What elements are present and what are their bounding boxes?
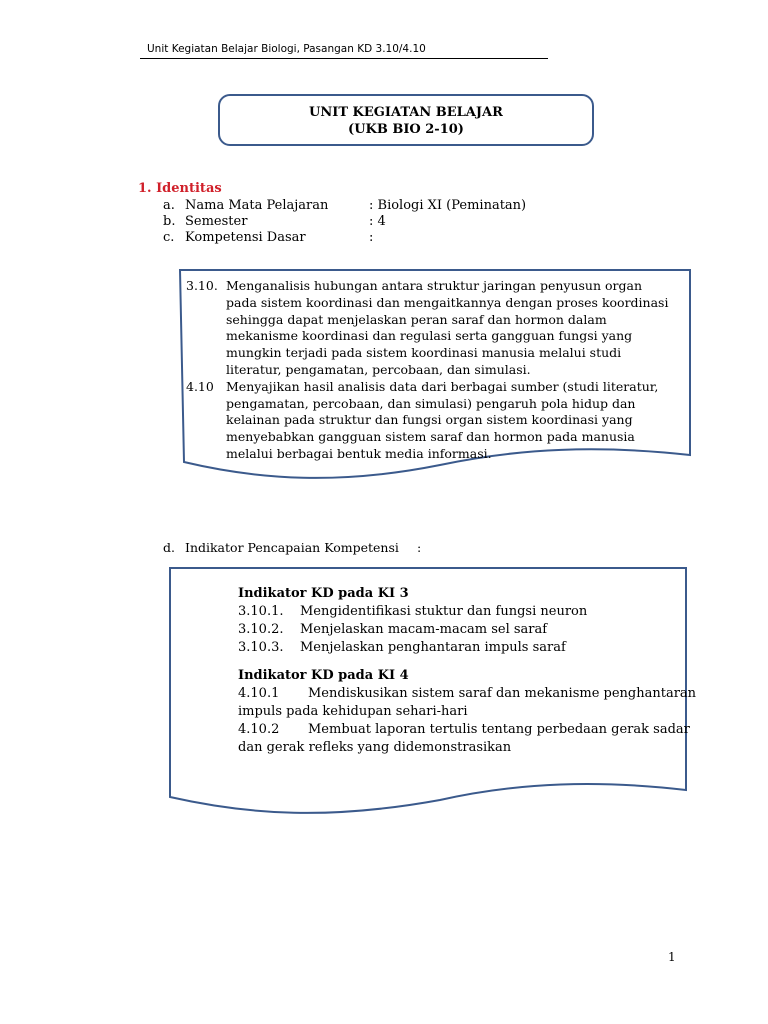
ki3-item (238, 603, 668, 621)
ki4-item (238, 721, 690, 739)
identitas-heading: 1. Identitas (138, 181, 222, 196)
indikator-list (238, 585, 697, 757)
row-key: Semester (185, 214, 248, 229)
ki4-text-line1: Membuat laporan tertulis tentang perbedaan gerak sadar (308, 722, 690, 737)
ki4-item (238, 685, 697, 703)
section-letter: d. (163, 540, 175, 555)
title-line-1: UNIT KEGIATAN BELAJAR (309, 105, 503, 120)
row-key: Nama Mata Pelajaran (185, 198, 329, 213)
kd-item-3-10 (186, 278, 676, 379)
ki3-text: Menjelaskan macam-macam sel saraf (300, 622, 548, 637)
ki3-number: 3.10.2. (238, 622, 284, 637)
section-colon: : (417, 540, 422, 555)
ki4-number: 4.10.2 (238, 722, 280, 737)
ki3-number: 3.10.3. (238, 640, 284, 655)
ki3-text: Mengidentifikasi stuktur dan fungsi neuron (300, 604, 588, 619)
row-value: : 4 (369, 214, 386, 229)
kd-number: 4.10 (186, 378, 214, 394)
kd-item-4-10 (186, 379, 676, 463)
row-value: : Biologi XI (Peminatan) (369, 198, 527, 213)
title-line-2: (UKB BIO 2-10) (348, 122, 464, 137)
row-letter: b. (163, 214, 176, 229)
ki4-text-line2: dan gerak refleks yang didemonstrasikan (238, 740, 512, 755)
ki4-text-line1: Mendiskusikan sistem saraf dan mekanisme penghantaran (308, 686, 697, 701)
ki3-item (238, 621, 668, 639)
ki3-text: Menjelaskan penghantaran impuls saraf (300, 640, 566, 655)
page-number: 1 (668, 950, 676, 964)
kd-text: Menyajikan hasil analisis data dari berbagai sumber (studi literatur, pengamatan, percobaan, dan simulasi) pengaruh pola hidup dan kelainan pada struktur dan fungsi organ sistem koordinasi yang menyebabkan gangguan sistem saraf dan hormon pada manusia melalui berbagai bentuk media informasi. (226, 378, 659, 461)
ki3-number: 3.10.1. (238, 604, 284, 619)
row-letter: a. (163, 198, 175, 213)
ki4-text-line2: impuls pada kehidupan sehari-hari (238, 704, 468, 719)
ki4-heading: Indikator KD pada KI 4 (238, 668, 409, 683)
ki4-number: 4.10.1 (238, 686, 280, 701)
indikator-section-label (163, 540, 421, 555)
ki3-item (238, 639, 668, 657)
row-key: Kompetensi Dasar (185, 230, 306, 245)
kd-list (186, 278, 676, 463)
kd-text: Menganalisis hubungan antara struktur jaringan penyusun organ pada sistem koordinasi dan mengaitkannya dengan proses koordinasi sehingga dapat menjelaskan peran saraf dan hormon dalam mekanisme koordinasi dan regulasi serta gangguan fungsi yang mungkin terjadi pada sistem koordinasi manusia melalui studi literatur, pengamatan, percobaan, dan simulasi. (226, 278, 669, 377)
page-header-text: Unit Kegiatan Belajar Biologi, Pasangan KD 3.10/4.10 (147, 43, 426, 55)
kd-number: 3.10. (186, 278, 218, 293)
row-letter: c. (163, 230, 175, 245)
ki3-heading: Indikator KD pada KI 3 (238, 586, 409, 601)
row-value: : (369, 230, 374, 245)
section-label: Indikator Pencapaian Kompetensi (185, 540, 399, 555)
